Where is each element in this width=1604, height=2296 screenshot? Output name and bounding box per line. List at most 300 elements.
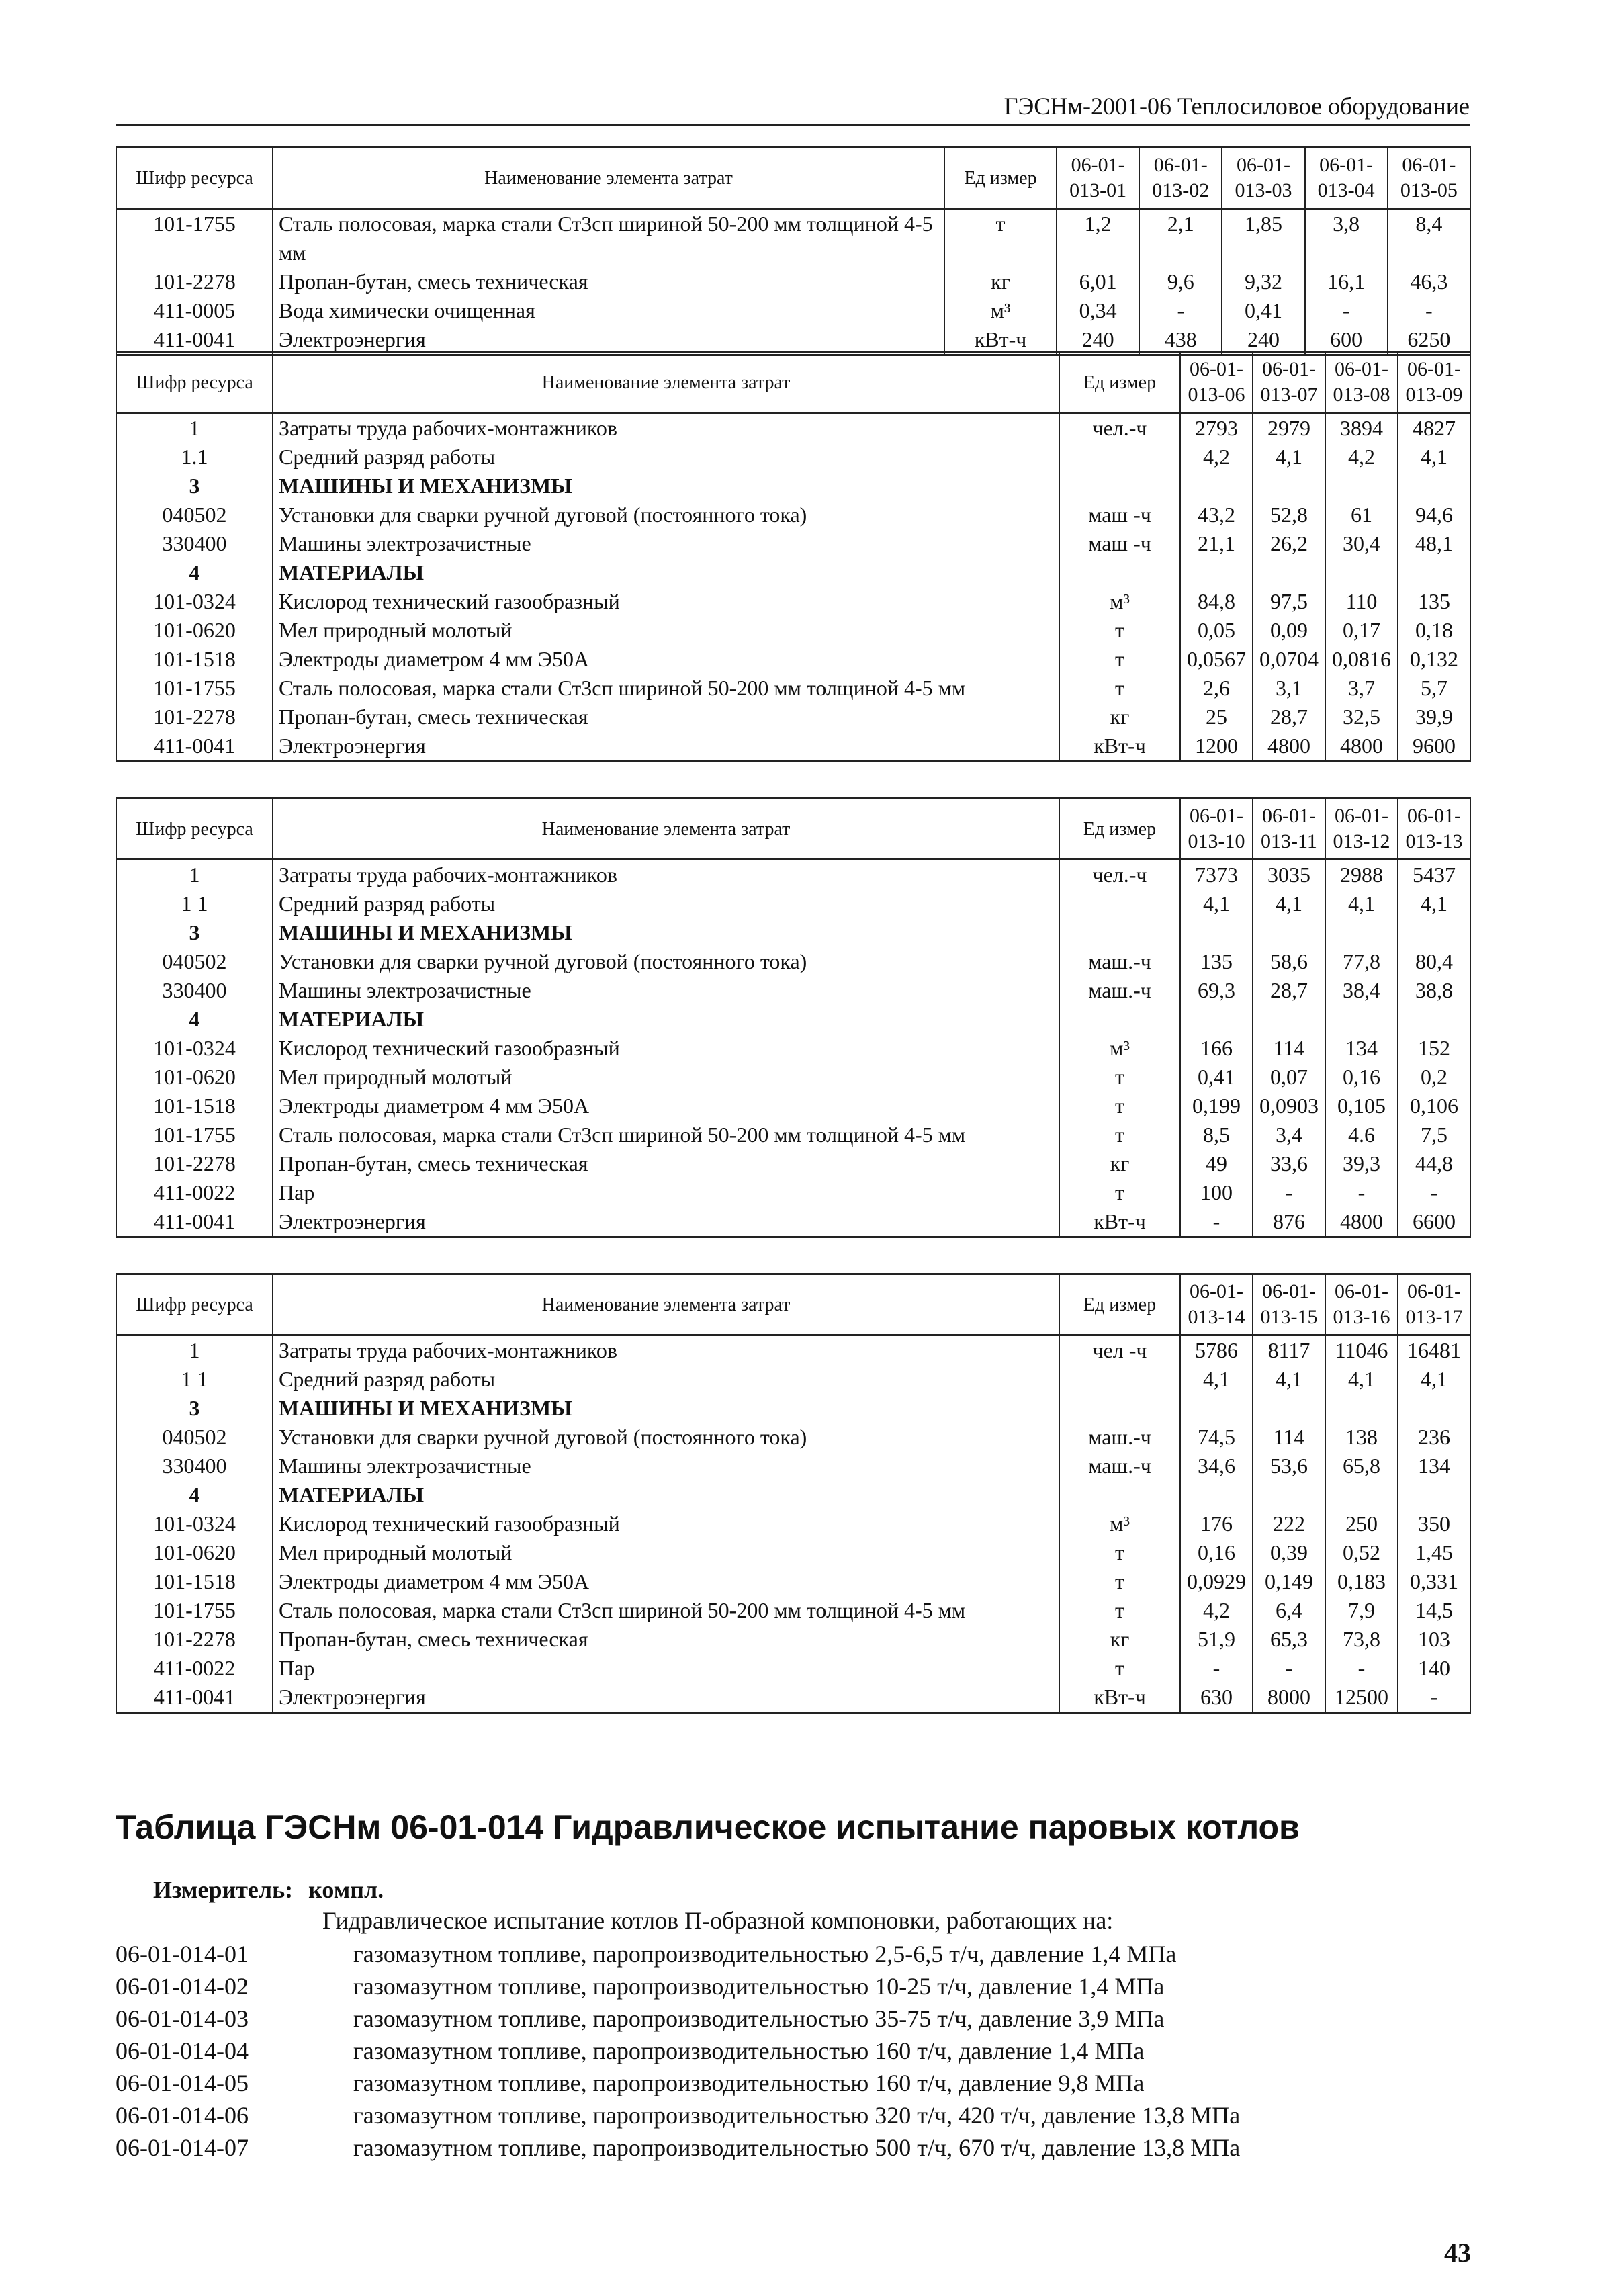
resource-name: Установки для сварки ручной дуговой (постоянного тока) xyxy=(273,500,1059,529)
resource-value: 138 xyxy=(1325,1423,1398,1452)
resource-value: 61 xyxy=(1325,500,1398,529)
table-14-title: Таблица ГЭСНм 06-01-014 Гидравлическое испытание паровых котлов xyxy=(116,1808,1300,1846)
table-row xyxy=(116,1092,1470,1120)
resource-value: 240 xyxy=(1057,325,1139,355)
resource-unit xyxy=(1059,1005,1180,1034)
resource-code: 1 xyxy=(116,860,273,890)
resource-code: 101-2278 xyxy=(116,1625,273,1654)
resource-value xyxy=(1253,1394,1325,1423)
resource-value xyxy=(1253,1481,1325,1509)
resource-value: 16,1 xyxy=(1305,267,1388,296)
column-header-code: Шифр ресурса xyxy=(116,148,273,209)
norm-description: газомазутном топливе, паропроизводительностью 320 т/ч, 420 т/ч, давление 13,8 МПа xyxy=(353,2102,1241,2129)
column-header-norm: 06-01-013-10 xyxy=(1180,799,1253,860)
table-row xyxy=(116,645,1470,674)
resource-value: 21,1 xyxy=(1180,529,1253,558)
column-header-code: Шифр ресурса xyxy=(116,352,273,413)
column-header-code: Шифр ресурса xyxy=(116,1274,273,1335)
resource-name: Пар xyxy=(273,1178,1059,1207)
measure-value: компл. xyxy=(308,1876,384,1903)
column-header-norm: 06-01-013-04 xyxy=(1305,148,1388,209)
resource-unit: маш.-ч xyxy=(1059,1423,1180,1452)
resource-name: Электроды диаметром 4 мм Э50А xyxy=(273,1567,1059,1596)
resource-value: 3894 xyxy=(1325,413,1398,443)
resource-value: 250 xyxy=(1325,1509,1398,1538)
resource-code: 4 xyxy=(116,1005,273,1034)
resource-value: 2,6 xyxy=(1180,674,1253,703)
resource-name: Кислород технический газообразный xyxy=(273,587,1059,616)
resource-unit: кг xyxy=(1059,703,1180,732)
column-header-name: Наименование элемента затрат xyxy=(273,148,944,209)
resource-name: Мел природный молотый xyxy=(273,1063,1059,1092)
table-row xyxy=(116,209,1470,268)
norm-code: 06-01-014-03 xyxy=(116,2005,249,2032)
resource-value: 9600 xyxy=(1398,732,1470,762)
resource-name: Пропан-бутан, смесь техническая xyxy=(273,1625,1059,1654)
resource-value: 4,2 xyxy=(1180,1596,1253,1625)
table-row xyxy=(116,529,1470,558)
resource-value: 0,2 xyxy=(1398,1063,1470,1092)
resource-name: Затраты труда рабочих-монтажников xyxy=(273,1335,1059,1366)
table-row xyxy=(116,1567,1470,1596)
resource-value: 28,7 xyxy=(1253,976,1325,1005)
resource-value: 8,4 xyxy=(1388,209,1470,268)
resource-value: 2988 xyxy=(1325,860,1398,890)
column-header-unit: Ед измер xyxy=(1059,352,1180,413)
norm-code: 06-01-014-07 xyxy=(116,2134,249,2161)
table-row xyxy=(116,1596,1470,1625)
running-header: ГЭСНм-2001-06 Теплосиловое оборудование xyxy=(116,91,1470,126)
resource-value: 350 xyxy=(1398,1509,1470,1538)
resource-value: 0,07 xyxy=(1253,1063,1325,1092)
resource-value: 48,1 xyxy=(1398,529,1470,558)
resource-value: 77,8 xyxy=(1325,947,1398,976)
resource-unit: т xyxy=(1059,674,1180,703)
resource-unit: т xyxy=(1059,1092,1180,1120)
resource-name: Установки для сварки ручной дуговой (постоянного тока) xyxy=(273,947,1059,976)
resource-code: 411-0041 xyxy=(116,732,273,762)
resource-value: 4,1 xyxy=(1180,889,1253,918)
resource-value: 3,1 xyxy=(1253,674,1325,703)
resource-table xyxy=(116,1273,1471,1714)
resource-value: 44,8 xyxy=(1398,1149,1470,1178)
resource-unit xyxy=(1059,1394,1180,1423)
column-header-unit: Ед измер xyxy=(1059,1274,1180,1335)
resource-value: 4,2 xyxy=(1180,443,1253,472)
resource-value: 4,1 xyxy=(1180,1365,1253,1394)
resource-unit: кВт-ч xyxy=(1059,1207,1180,1237)
resource-name: МАТЕРИАЛЫ xyxy=(273,1481,1059,1509)
resource-value xyxy=(1180,1481,1253,1509)
measure-label: Измеритель: xyxy=(153,1876,294,1903)
resource-value: 1,2 xyxy=(1057,209,1139,268)
resource-unit: т xyxy=(1059,1596,1180,1625)
resource-unit: т xyxy=(1059,1654,1180,1683)
resource-code: 101-0324 xyxy=(116,1034,273,1063)
resource-value xyxy=(1180,918,1253,947)
resource-value: 3,8 xyxy=(1305,209,1388,268)
table-row xyxy=(116,947,1470,976)
table-row xyxy=(116,558,1470,587)
resource-value: - xyxy=(1388,296,1470,325)
column-header-norm: 06-01-013-01 xyxy=(1057,148,1139,209)
resource-value: 65,8 xyxy=(1325,1452,1398,1481)
resource-value: 100 xyxy=(1180,1178,1253,1207)
resource-code: 101-1518 xyxy=(116,645,273,674)
column-header-norm: 06-01-013-08 xyxy=(1325,352,1398,413)
resource-value: 0,331 xyxy=(1398,1567,1470,1596)
resource-unit: кг xyxy=(944,267,1057,296)
table-row xyxy=(116,616,1470,645)
resource-value: - xyxy=(1398,1683,1470,1713)
resource-value: 0,16 xyxy=(1325,1063,1398,1092)
resource-value: 0,0929 xyxy=(1180,1567,1253,1596)
resource-name: Пар xyxy=(273,1654,1059,1683)
resource-value: 0,05 xyxy=(1180,616,1253,645)
column-header-code: Шифр ресурса xyxy=(116,799,273,860)
resource-code: 101-1755 xyxy=(116,1120,273,1149)
resource-value: 7,5 xyxy=(1398,1120,1470,1149)
resource-name: Сталь полосовая, марка стали Ст3сп шириной 50-200 мм толщиной 4-5 мм xyxy=(273,1596,1059,1625)
resource-code: 3 xyxy=(116,918,273,947)
resource-name: Мел природный молотый xyxy=(273,1538,1059,1567)
column-header-norm: 06-01-013-06 xyxy=(1180,352,1253,413)
column-header-norm: 06-01-013-03 xyxy=(1222,148,1304,209)
table-row xyxy=(116,1423,1470,1452)
resource-value: 135 xyxy=(1180,947,1253,976)
resource-table xyxy=(116,351,1471,762)
resource-unit xyxy=(1059,443,1180,472)
resource-value: 4,2 xyxy=(1325,443,1398,472)
resource-value: 0,149 xyxy=(1253,1567,1325,1596)
resource-table xyxy=(116,146,1471,356)
resource-value: 80,4 xyxy=(1398,947,1470,976)
resource-unit: т xyxy=(944,209,1057,268)
norm-code: 06-01-014-01 xyxy=(116,1941,249,1968)
resource-value: 600 xyxy=(1305,325,1388,355)
table-row xyxy=(116,1394,1470,1423)
table-row xyxy=(116,1063,1470,1092)
resource-value: 2,1 xyxy=(1139,209,1222,268)
resource-code: 1 1 xyxy=(116,889,273,918)
resource-value: 103 xyxy=(1398,1625,1470,1654)
norm-description: газомазутном топливе, паропроизводительностью 500 т/ч, 670 т/ч, давление 13,8 МПа xyxy=(353,2134,1241,2161)
table-row xyxy=(116,1365,1470,1394)
resource-value xyxy=(1398,558,1470,587)
resource-value: - xyxy=(1325,1178,1398,1207)
table-row xyxy=(116,1120,1470,1149)
resource-code: 1 xyxy=(116,1335,273,1366)
resource-value: 97,5 xyxy=(1253,587,1325,616)
resource-value: 0,17 xyxy=(1325,616,1398,645)
resource-value: 9,32 xyxy=(1222,267,1304,296)
resource-value: 0,41 xyxy=(1180,1063,1253,1092)
resource-value: 134 xyxy=(1398,1452,1470,1481)
resource-value xyxy=(1325,918,1398,947)
resource-code: 040502 xyxy=(116,1423,273,1452)
resource-value: 4,1 xyxy=(1325,1365,1398,1394)
resource-unit: маш -ч xyxy=(1059,500,1180,529)
resource-code: 101-0620 xyxy=(116,1063,273,1092)
resource-value xyxy=(1253,472,1325,500)
table-row xyxy=(116,1034,1470,1063)
resource-name: Электроэнергия xyxy=(273,732,1059,762)
resource-value: 11046 xyxy=(1325,1335,1398,1366)
resource-value: 6250 xyxy=(1388,325,1470,355)
resource-value: 0,41 xyxy=(1222,296,1304,325)
resource-value: 4800 xyxy=(1325,732,1398,762)
resource-value: 0,0816 xyxy=(1325,645,1398,674)
resource-unit: маш.-ч xyxy=(1059,947,1180,976)
resource-unit: кВт-ч xyxy=(1059,732,1180,762)
resource-name: Установки для сварки ручной дуговой (постоянного тока) xyxy=(273,1423,1059,1452)
resource-value: 4,1 xyxy=(1253,889,1325,918)
resource-code: 4 xyxy=(116,558,273,587)
table-row xyxy=(116,860,1470,890)
resource-value: 43,2 xyxy=(1180,500,1253,529)
norm-description: газомазутном топливе, паропроизводительностью 10-25 т/ч, давление 1,4 МПа xyxy=(353,1973,1165,2000)
resource-code: 101-0324 xyxy=(116,587,273,616)
resource-code: 040502 xyxy=(116,947,273,976)
resource-value: 5437 xyxy=(1398,860,1470,890)
resource-value: 240 xyxy=(1222,325,1304,355)
resource-value xyxy=(1253,1005,1325,1034)
resource-unit: т xyxy=(1059,1063,1180,1092)
resource-name: Сталь полосовая, марка стали Ст3сп шириной 50-200 мм толщиной 4-5 мм xyxy=(273,674,1059,703)
resource-code: 101-0620 xyxy=(116,616,273,645)
resource-value: 0,0567 xyxy=(1180,645,1253,674)
resource-unit: кВт-ч xyxy=(944,325,1057,355)
resource-value: 26,2 xyxy=(1253,529,1325,558)
resource-value: 4,1 xyxy=(1398,443,1470,472)
resource-value: - xyxy=(1253,1178,1325,1207)
resource-value xyxy=(1398,472,1470,500)
resource-value xyxy=(1398,1394,1470,1423)
resource-value: 8000 xyxy=(1253,1683,1325,1713)
resource-value: - xyxy=(1325,1654,1398,1683)
resource-name: Машины электрозачистные xyxy=(273,976,1059,1005)
resource-unit xyxy=(1059,558,1180,587)
resource-value: - xyxy=(1398,1178,1470,1207)
resource-unit: чел.-ч xyxy=(1059,413,1180,443)
resource-code: 4 xyxy=(116,1481,273,1509)
resource-value: 38,8 xyxy=(1398,976,1470,1005)
resource-value: 53,6 xyxy=(1253,1452,1325,1481)
resource-value: 84,8 xyxy=(1180,587,1253,616)
resource-name: Электроды диаметром 4 мм Э50А xyxy=(273,1092,1059,1120)
table-14-intro: Гидравлическое испытание котлов П-образной компоновки, работающих на: xyxy=(322,1907,1114,1934)
resource-code: 3 xyxy=(116,1394,273,1423)
resource-value: 69,3 xyxy=(1180,976,1253,1005)
resource-unit: м³ xyxy=(944,296,1057,325)
page-number: 43 xyxy=(1444,2238,1471,2268)
resource-value: 6,01 xyxy=(1057,267,1139,296)
norm-description: газомазутном топливе, паропроизводительностью 35-75 т/ч, давление 3,9 МПа xyxy=(353,2005,1165,2032)
resource-code: 411-0041 xyxy=(116,1683,273,1713)
resource-unit xyxy=(1059,889,1180,918)
resource-value: - xyxy=(1305,296,1388,325)
column-header-norm: 06-01-013-09 xyxy=(1398,352,1470,413)
resource-code: 330400 xyxy=(116,976,273,1005)
resource-value: 39,9 xyxy=(1398,703,1470,732)
resource-value: 222 xyxy=(1253,1509,1325,1538)
resource-value: 8,5 xyxy=(1180,1120,1253,1149)
column-header-name: Наименование элемента затрат xyxy=(273,352,1059,413)
resource-unit xyxy=(1059,1481,1180,1509)
resource-value: 0,0704 xyxy=(1253,645,1325,674)
resource-name: Пропан-бутан, смесь техническая xyxy=(273,267,944,296)
resource-value xyxy=(1325,558,1398,587)
resource-name: МАТЕРИАЛЫ xyxy=(273,1005,1059,1034)
resource-unit: т xyxy=(1059,616,1180,645)
resource-unit: т xyxy=(1059,1538,1180,1567)
resource-name: Электроэнергия xyxy=(273,1207,1059,1237)
resource-unit: маш -ч xyxy=(1059,529,1180,558)
resource-code: 101-2278 xyxy=(116,267,273,296)
resource-unit: т xyxy=(1059,1120,1180,1149)
resource-value: 135 xyxy=(1398,587,1470,616)
resource-value xyxy=(1180,1394,1253,1423)
resource-value: 14,5 xyxy=(1398,1596,1470,1625)
resource-value: 134 xyxy=(1325,1034,1398,1063)
column-header-norm: 06-01-013-02 xyxy=(1139,148,1222,209)
table-row xyxy=(116,1149,1470,1178)
table-row xyxy=(116,587,1470,616)
resource-value: 32,5 xyxy=(1325,703,1398,732)
resource-value: 0,39 xyxy=(1253,1538,1325,1567)
resource-value: 5,7 xyxy=(1398,674,1470,703)
list-item xyxy=(116,2067,1240,2099)
resource-value: 0,106 xyxy=(1398,1092,1470,1120)
resource-value: - xyxy=(1253,1654,1325,1683)
list-item xyxy=(116,2035,1240,2067)
resource-unit: м³ xyxy=(1059,1509,1180,1538)
resource-unit: кВт-ч xyxy=(1059,1683,1180,1713)
resource-value: 110 xyxy=(1325,587,1398,616)
resource-unit: т xyxy=(1059,1567,1180,1596)
resource-value: 0,132 xyxy=(1398,645,1470,674)
table-14-items xyxy=(116,1938,1240,2164)
column-header-norm: 06-01-013-14 xyxy=(1180,1274,1253,1335)
norm-description: газомазутном топливе, паропроизводительностью 160 т/ч, давление 1,4 МПа xyxy=(353,2037,1145,2064)
resource-name: Кислород технический газообразный xyxy=(273,1034,1059,1063)
resource-unit: кг xyxy=(1059,1149,1180,1178)
resource-code: 1.1 xyxy=(116,443,273,472)
resource-value: 1200 xyxy=(1180,732,1253,762)
resource-value: 176 xyxy=(1180,1509,1253,1538)
resource-value: 4800 xyxy=(1253,732,1325,762)
table-row xyxy=(116,918,1470,947)
resource-value xyxy=(1325,472,1398,500)
resource-code: 3 xyxy=(116,472,273,500)
resource-name: Машины электрозачистные xyxy=(273,529,1059,558)
resource-value xyxy=(1398,1481,1470,1509)
table-row xyxy=(116,296,1470,325)
resource-unit xyxy=(1059,1365,1180,1394)
resource-unit: чел -ч xyxy=(1059,1335,1180,1366)
resource-code: 101-1518 xyxy=(116,1567,273,1596)
resource-value: 2793 xyxy=(1180,413,1253,443)
resource-value: 0,09 xyxy=(1253,616,1325,645)
resource-value: 51,9 xyxy=(1180,1625,1253,1654)
resource-value: 25 xyxy=(1180,703,1253,732)
column-header-norm: 06-01-013-17 xyxy=(1398,1274,1470,1335)
list-item xyxy=(116,1970,1240,2002)
table-row xyxy=(116,413,1470,443)
resource-value: 52,8 xyxy=(1253,500,1325,529)
resource-name: МАШИНЫ И МЕХАНИЗМЫ xyxy=(273,1394,1059,1423)
table-row xyxy=(116,1654,1470,1683)
table-row xyxy=(116,267,1470,296)
resource-code: 101-0620 xyxy=(116,1538,273,1567)
resource-value: 236 xyxy=(1398,1423,1470,1452)
table-row xyxy=(116,443,1470,472)
resource-unit xyxy=(1059,918,1180,947)
resource-value: 73,8 xyxy=(1325,1625,1398,1654)
resource-value: 4827 xyxy=(1398,413,1470,443)
table-row xyxy=(116,1625,1470,1654)
resource-value: 46,3 xyxy=(1388,267,1470,296)
table-row xyxy=(116,472,1470,500)
resource-value: 3035 xyxy=(1253,860,1325,890)
resource-unit: чел.-ч xyxy=(1059,860,1180,890)
resource-code: 101-1755 xyxy=(116,1596,273,1625)
resource-name: Затраты труда рабочих-монтажников xyxy=(273,413,1059,443)
column-header-norm: 06-01-013-13 xyxy=(1398,799,1470,860)
column-header-unit: Ед измер xyxy=(1059,799,1180,860)
resource-value: 4,1 xyxy=(1253,1365,1325,1394)
resource-value xyxy=(1325,1394,1398,1423)
resource-value: 1,45 xyxy=(1398,1538,1470,1567)
table-row xyxy=(116,1538,1470,1567)
resource-name: Электроэнергия xyxy=(273,325,944,355)
resource-value xyxy=(1325,1481,1398,1509)
resource-name: Электроды диаметром 4 мм Э50А xyxy=(273,645,1059,674)
resource-name: МАШИНЫ И МЕХАНИЗМЫ xyxy=(273,918,1059,947)
resource-value: 39,3 xyxy=(1325,1149,1398,1178)
resource-unit: т xyxy=(1059,1178,1180,1207)
resource-value: 16481 xyxy=(1398,1335,1470,1366)
resource-code: 101-1518 xyxy=(116,1092,273,1120)
resource-name: Кислород технический газообразный xyxy=(273,1509,1059,1538)
resource-code: 411-0022 xyxy=(116,1178,273,1207)
resource-code: 1 xyxy=(116,413,273,443)
resource-name: Сталь полосовая, марка стали Ст3сп шириной 50-200 мм толщиной 4-5 мм xyxy=(273,209,944,268)
resource-name: Пропан-бутан, смесь техническая xyxy=(273,703,1059,732)
resource-value: 0,0903 xyxy=(1253,1092,1325,1120)
table-row xyxy=(116,500,1470,529)
resource-value: 7,9 xyxy=(1325,1596,1398,1625)
resource-value: 0,105 xyxy=(1325,1092,1398,1120)
resource-name: МАТЕРИАЛЫ xyxy=(273,558,1059,587)
list-item xyxy=(116,2131,1240,2164)
column-header-norm: 06-01-013-15 xyxy=(1253,1274,1325,1335)
resource-unit: маш.-ч xyxy=(1059,976,1180,1005)
resource-value: 0,16 xyxy=(1180,1538,1253,1567)
norm-code: 06-01-014-06 xyxy=(116,2102,249,2129)
resource-code: 411-0022 xyxy=(116,1654,273,1683)
measure-line xyxy=(153,1874,384,1905)
resource-value: 49 xyxy=(1180,1149,1253,1178)
resource-code: 411-0041 xyxy=(116,325,273,355)
resource-value: 140 xyxy=(1398,1654,1470,1683)
resource-value: 0,34 xyxy=(1057,296,1139,325)
resource-code: 411-0041 xyxy=(116,1207,273,1237)
table-row xyxy=(116,1005,1470,1034)
resource-value: 166 xyxy=(1180,1034,1253,1063)
resource-value: 4,1 xyxy=(1398,1365,1470,1394)
column-header-name: Наименование элемента затрат xyxy=(273,1274,1059,1335)
